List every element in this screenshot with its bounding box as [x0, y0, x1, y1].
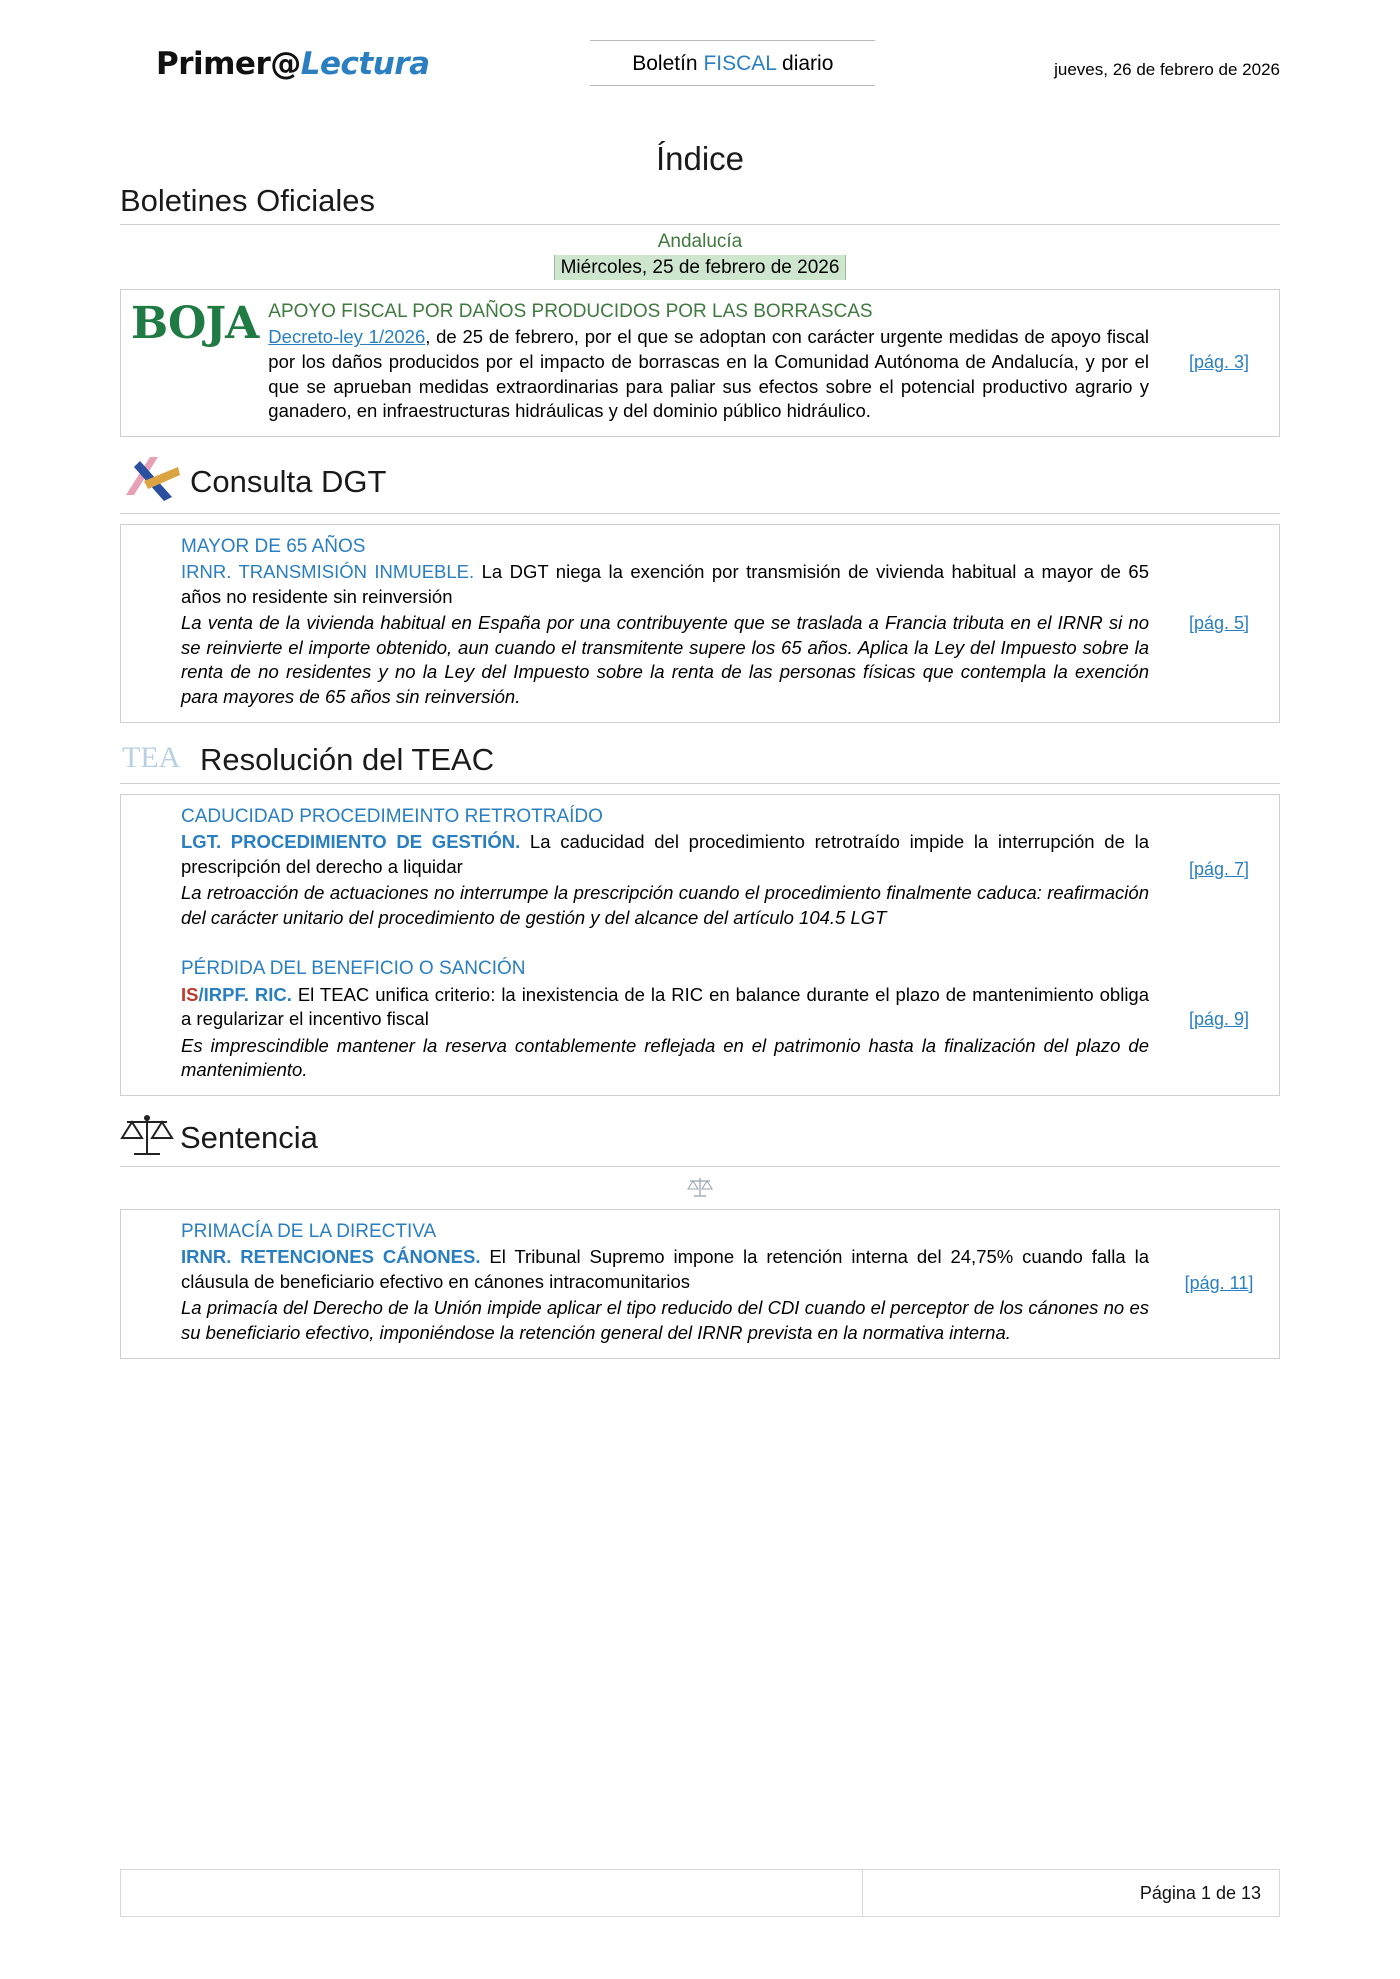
item-summary: El Tribunal Supremo impone la retención interna del 24,75% cuando falla la cláusula de beneficiario efectivo en cánones intracomunitarios [181, 1246, 1149, 1292]
header-date: jueves, 26 de febrero de 2026 [1054, 60, 1280, 79]
item-detail: La primacía del Derecho de la Unión impide aplicar el tipo reducido del CDI cuando el perceptor de los cánones no es su beneficiario efectivo, imponiéndose la retención general del IRNR prevista en la normativa interna. [181, 1297, 1149, 1343]
item-lead-sep: / [198, 983, 204, 1005]
agencia-tributaria-icon [120, 451, 184, 507]
bulletin-title [590, 40, 875, 86]
teac-item-1[interactable] [181, 804, 1149, 931]
brand-logo [156, 34, 430, 82]
bulletin-pre: Boletín [632, 52, 704, 75]
item-kicker: MAYOR DE 65 AÑOS [181, 535, 366, 557]
section-title-consulta-dgt: Consulta DGT [190, 463, 387, 499]
page-footer [120, 1869, 1280, 1917]
item-detail: La venta de la vivienda habitual en España por una contribuyente que se traslada a Francia tributa en el IRNR si no se reinvierte el importe obtenido, aun cuando el transmitente supere los 65 años. Aplica la Ley del Impuesto sobre la renta de no residentes y no la Ley del Impuesto sobre la renta de las personas físicas que contempla la exención para mayores de 65 años sin reinversión. [181, 612, 1149, 707]
footer-page-number: Página 1 de 13 [1139, 1882, 1261, 1903]
balance-scale-icon [120, 1110, 174, 1160]
item-lead-irpf: IRPF. RIC. [203, 983, 292, 1005]
section-divider [120, 224, 1280, 225]
brand-primer: Primer@ [156, 46, 301, 82]
item-kicker: PRIMACÍA DE LA DIRECTIVA [181, 1220, 437, 1242]
scale-mini-decoration [120, 1175, 1280, 1199]
teac-item-2[interactable] [181, 956, 1149, 1083]
item-summary: La caducidad del procedimiento retrotraído impide la interrupción de la prescripción del derecho a liquidar [181, 830, 1149, 877]
bulletin-title-box [590, 40, 875, 86]
bulletin-fiscal: FISCAL [703, 52, 777, 75]
boja-logo-cell [121, 290, 264, 436]
section-divider [120, 513, 1280, 514]
page-ref-link[interactable]: [pág. 7] [1188, 859, 1250, 880]
item-boja[interactable] [120, 289, 1280, 437]
section-head-sentencia [120, 1110, 1280, 1160]
region-date [120, 257, 1280, 279]
tea-icon [120, 737, 194, 777]
svg-text:TEA: TEA [122, 740, 181, 774]
page-ref-link[interactable]: [pág. 5] [1188, 612, 1250, 633]
item-body [264, 290, 1159, 436]
region-label: Andalucía [657, 231, 743, 253]
item-kicker: APOYO FISCAL POR DAÑOS PRODUCIDOS POR LAS BORRASCAS [268, 301, 873, 323]
item-summary: El TEAC unifica criterio: la inexistencia de la RIC en balance durante el plazo de mantenimiento obliga a regularizar el incentivo fiscal [181, 983, 1150, 1030]
item-body [121, 795, 1159, 1095]
boja-logo: BOJA [131, 298, 259, 350]
section-divider [120, 783, 1280, 784]
item-lead: IRNR. RETENCIONES CÁNONES. [181, 1246, 481, 1268]
item-lead: IRNR. TRANSMISIÓN INMUEBLE. [181, 561, 475, 582]
item-lead: LGT. PROCEDIMIENTO DE GESTIÓN. [181, 830, 521, 852]
item-kicker: CADUCIDAD PROCEDIMEINTO RETROTRAÍDO [181, 805, 603, 827]
item-consulta-dgt[interactable] [120, 524, 1280, 723]
page-ref-column [1159, 795, 1279, 1095]
section-title-teac: Resolución del TEAC [200, 741, 495, 777]
item-detail: La retroacción de actuaciones no interrumpe la prescripción cuando el procedimiento finalmente caduca: reafirmación del carácter unitario del procedimiento de gestión y del alcance del artículo 104.5 LGT [181, 882, 1149, 928]
item-text: , de 25 de febrero, por el que se adoptan con carácter urgente medidas de apoyo fiscal por los daños producidos por el impacto de borrascas en la Comunidad Autónoma de Andalucía, y por el que se aprueban medidas extraordinarias para paliar sus efectos sobre el potencial productivo agrario y ganadero, en infraestructuras hidráulicas y del dominio público hidráulico. [268, 326, 1149, 422]
item-kicker: PÉRDIDA DEL BENEFICIO O SANCIÓN [181, 958, 526, 980]
page-ref-link[interactable]: [pág. 11] [1184, 1273, 1254, 1294]
footer-divider [862, 1870, 863, 1916]
section-title-sentencia: Sentencia [180, 1119, 318, 1155]
decreto-ley-link[interactable]: Decreto-ley 1/2026 [268, 326, 426, 348]
item-summary: La DGT niega la exención por transmisión de vivienda habitual a mayor de 65 años no residente sin reinversión [181, 561, 1149, 607]
bulletin-post: diario [776, 52, 834, 75]
item-teac-group [120, 794, 1280, 1096]
brand-lectura: Lectura [300, 46, 430, 82]
section-head-teac [120, 737, 1280, 777]
item-body [121, 525, 1159, 722]
item-detail: Es imprescindible mantener la reserva contablemente reflejada en el patrimonio hasta la finalización del plazo de mantenimiento. [181, 1034, 1149, 1081]
page-ref-link[interactable]: [pág. 9] [1188, 1009, 1250, 1030]
page-header [120, 34, 1280, 106]
section-title-boletines: Boletines Oficiales [120, 183, 376, 218]
region-date-highlight: Miércoles, 25 de febrero de 2026 [554, 255, 847, 280]
page-ref-link[interactable]: [pág. 3] [1188, 352, 1250, 373]
item-body [121, 1210, 1159, 1358]
item-lead-is: IS [181, 983, 199, 1005]
section-head-consulta-dgt [120, 451, 1280, 507]
page-title: Índice [655, 140, 745, 177]
item-sentencia[interactable] [120, 1209, 1280, 1359]
section-divider [120, 1166, 1280, 1167]
